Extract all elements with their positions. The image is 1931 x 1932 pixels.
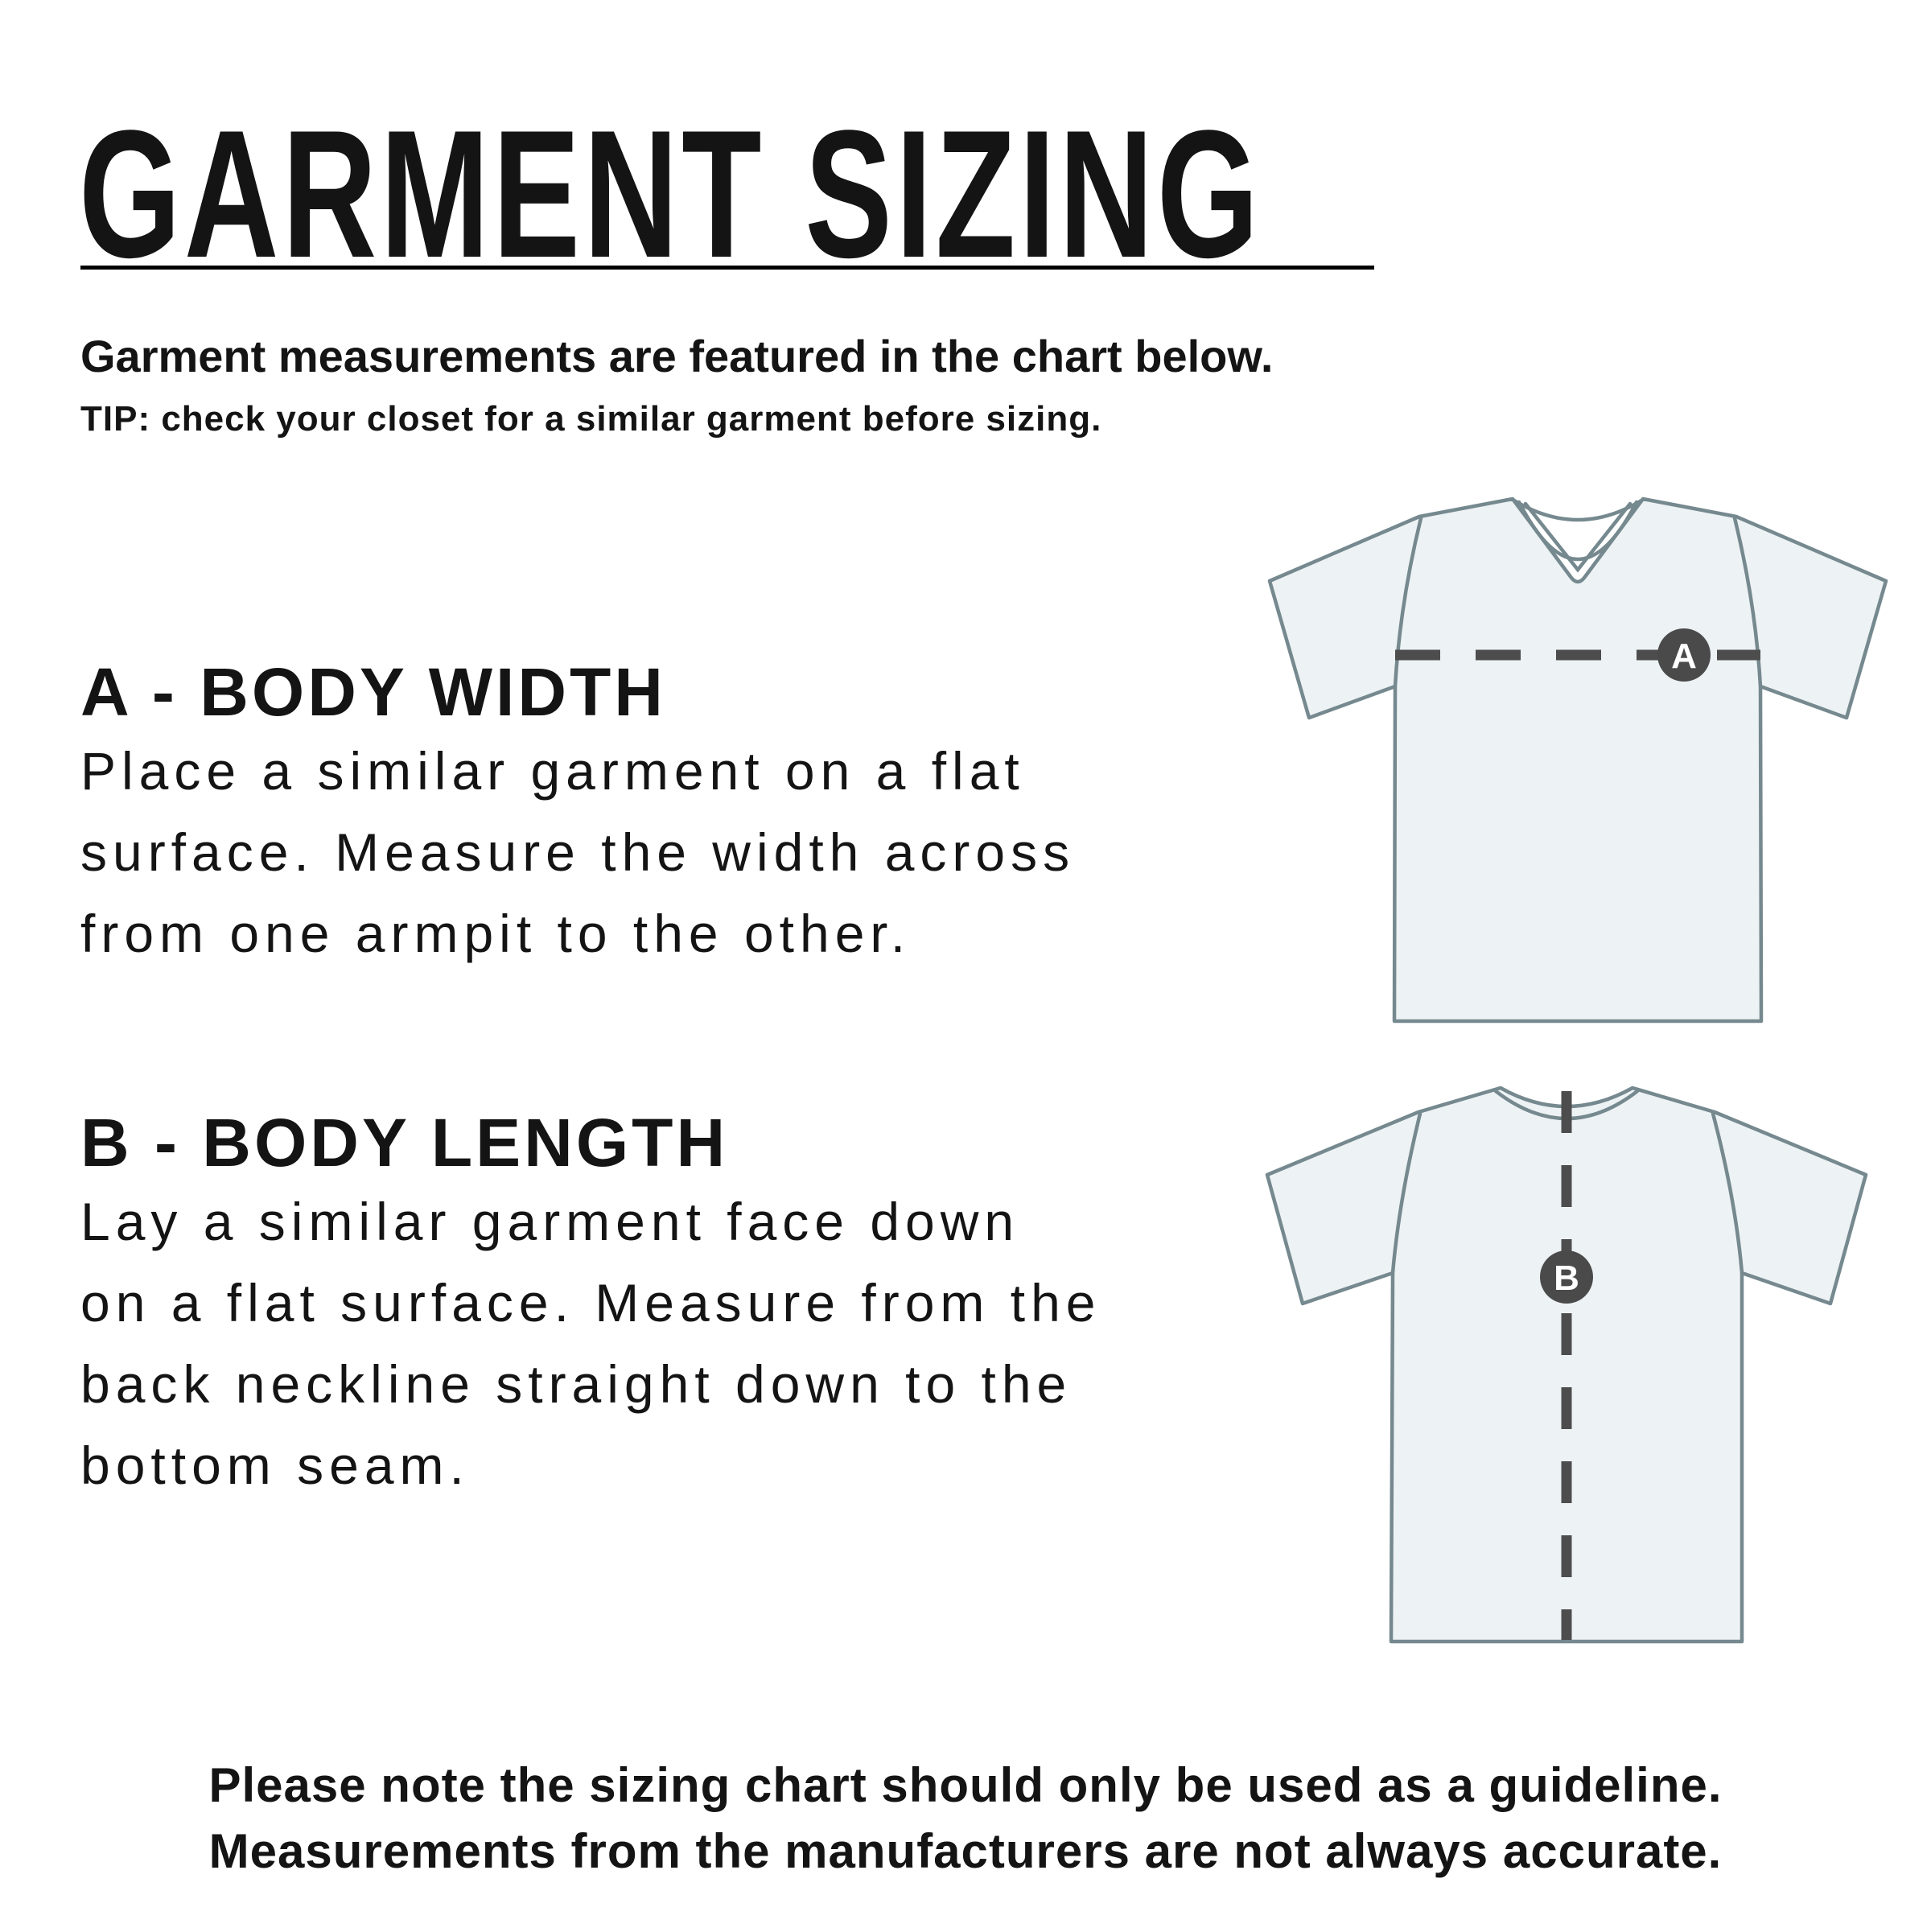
footer-line-1: Please note the sizing chart should only be used as a guideline. (208, 1758, 1723, 1812)
section-b-description (80, 1181, 1271, 1506)
tshirt-front-outline (1270, 499, 1886, 1021)
tshirt-front-diagram (1247, 467, 1931, 1030)
subtitle: Garment measurements are featured in the chart below. (80, 331, 1274, 381)
tshirt-back-diagram (1243, 1062, 1931, 1658)
section-a-line-2: surface. Measure the width across (80, 822, 1076, 882)
section-b-heading: B - BODY LENGTH (80, 1105, 729, 1180)
footer-line-2: Measurements from the manufacturers are not always accurate. (208, 1824, 1723, 1878)
section-a-line-1: Place a similar garment on a flat (80, 741, 1025, 801)
section-b-line-1: Lay a similar garment face down (80, 1192, 1020, 1251)
tshirt-front-collar-back-upper (1514, 501, 1641, 520)
footer-note (0, 1753, 1931, 1885)
section-a-description (80, 731, 1271, 974)
badge-a-letter: A (1671, 636, 1697, 676)
section-b-line-4: bottom seam. (80, 1436, 470, 1495)
tip-text: TIP: check your closet for a similar garment before sizing. (80, 399, 1102, 439)
section-b-line-2: on a flat surface. Measure from the (80, 1273, 1101, 1333)
section-b-line-3: back neckline straight down to the (80, 1354, 1073, 1414)
title-underline (80, 266, 1374, 270)
section-a-line-3: from one armpit to the other. (80, 904, 912, 963)
section-a-heading: A - BODY WIDTH (80, 654, 666, 730)
page-title: GARMENT SIZING (79, 92, 1262, 295)
badge-b-letter: B (1554, 1258, 1579, 1298)
